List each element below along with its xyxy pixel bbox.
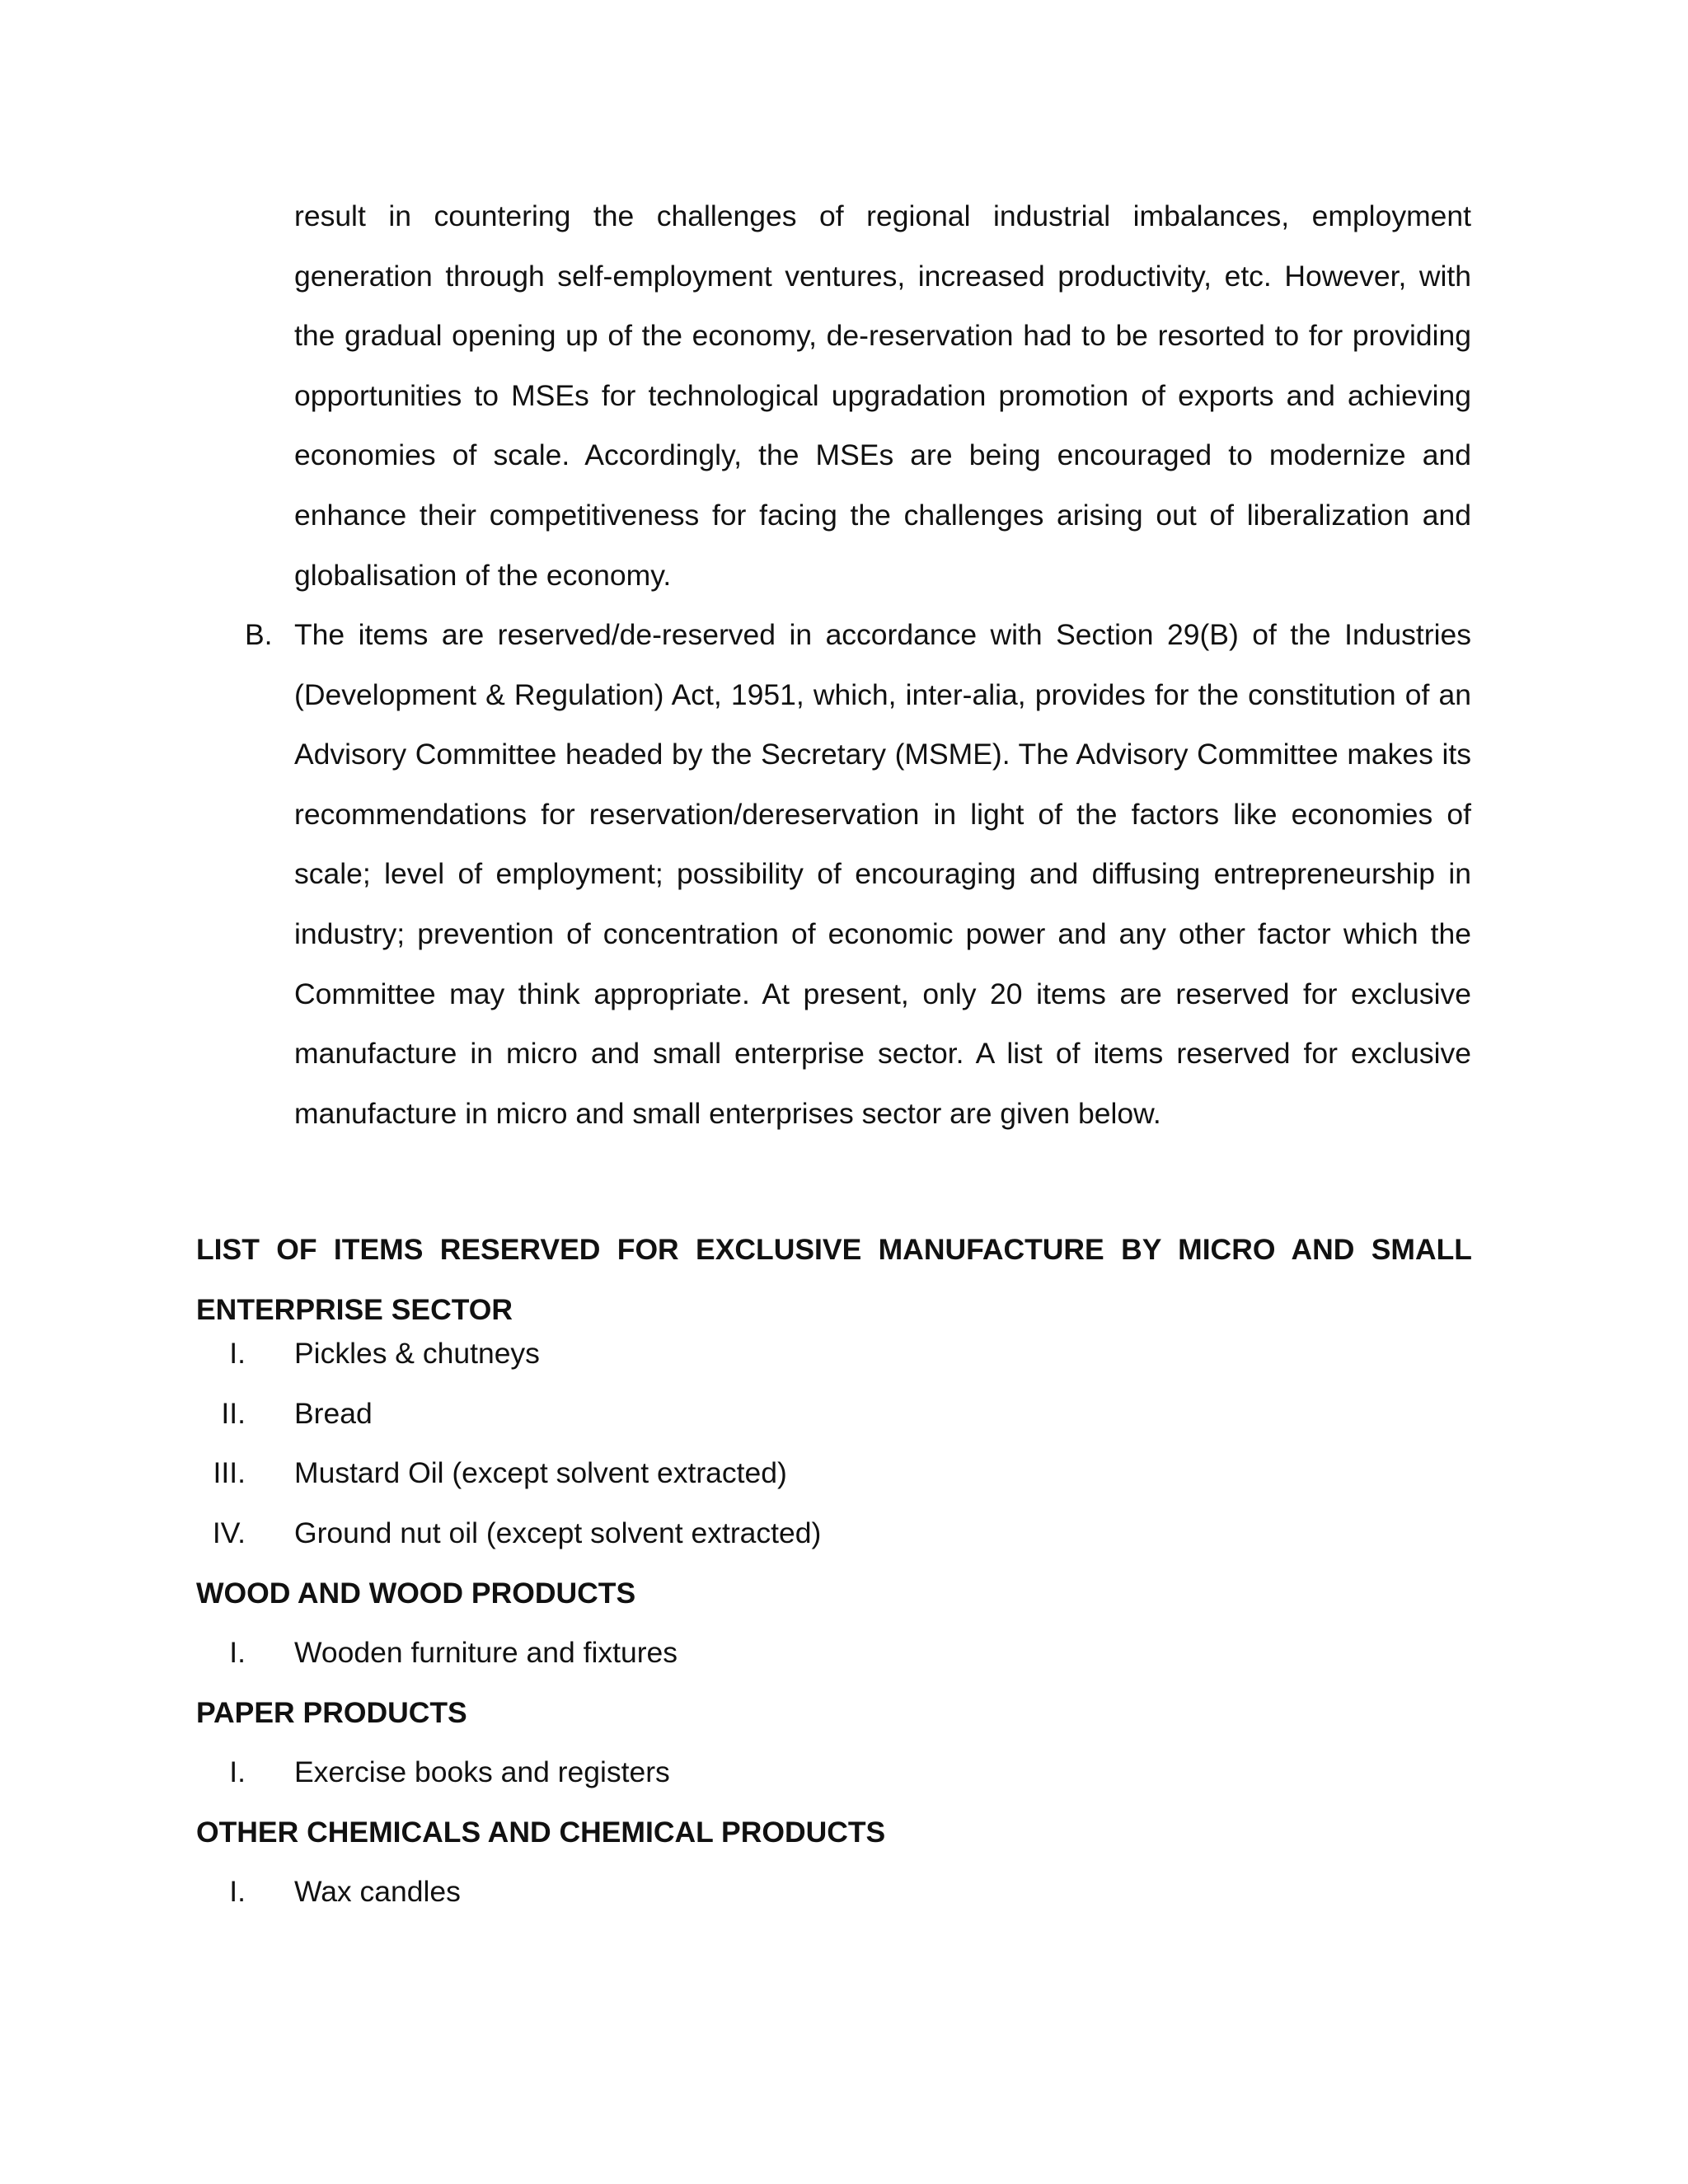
list-item [196, 1742, 1472, 1802]
list-item [196, 1862, 1472, 1922]
list-item-numeral: I. [229, 1636, 246, 1669]
list-item [196, 1324, 1472, 1384]
paragraph-continued: result in countering the challenges of regional industrial imbalances, employment generation through self-employment ventures, increased productivity, etc. However, with the gradual opening up of the economy, de-reservation had to be resorted to for providing opportunities to MSEs for technological upgradation promotion of exports and achieving economies of scale. Accordingly, the MSEs are being encouraged to modernize and enhance their competitiveness for facing the challenges arising out of liberalization and globalisation of the economy. [294, 199, 1471, 592]
list-item-numeral: I. [229, 1337, 246, 1370]
main-list-heading: LIST OF ITEMS RESERVED FOR EXCLUSIVE MANUFACTURE BY MICRO AND SMALL ENTERPRISE SECTOR [196, 1233, 1472, 1326]
list-item-numeral: III. [213, 1456, 246, 1489]
list-item-label: Exercise books and registers [294, 1755, 670, 1788]
list-item [196, 1503, 1472, 1563]
list-item-label: Wooden furniture and fixtures [294, 1636, 678, 1669]
list-item-label: Wax candles [294, 1875, 461, 1908]
list-item-numeral: I. [229, 1755, 246, 1788]
list-item-label: Bread [294, 1397, 373, 1430]
section-heading: WOOD AND WOOD PRODUCTS [196, 1577, 636, 1610]
list-item-label: Ground nut oil (except solvent extracted) [294, 1516, 822, 1549]
paragraph-b-marker: B. [245, 618, 273, 651]
list-item-numeral: I. [229, 1875, 246, 1908]
list-item-numeral: II. [221, 1397, 246, 1430]
list-item-label: Pickles & chutneys [294, 1337, 540, 1370]
list-item [196, 1384, 1472, 1444]
list-item-label: Mustard Oil (except solvent extracted) [294, 1456, 787, 1489]
list-item [196, 1443, 1472, 1503]
section-heading: PAPER PRODUCTS [196, 1696, 467, 1729]
paragraph-b: The items are reserved/de-reserved in accordance with Section 29(B) of the Industries (Development & Regulation) Act, 1951, which, inter-alia, provides for the constitution of an Advisory Committee headed by the Secretary (MSME). The Advisory Committee makes its recommendations for reservation/dereservation in light of the factors like economies of scale; level of employment; possibility of encouraging and diffusing entrepreneurship in industry; prevention of concentration of economic power and any other factor which the Committee may think appropriate. At present, only 20 items are reserved for exclusive manufacture in micro and small enterprise sector. A list of items reserved for exclusive manufacture in micro and small enterprises sector are given below. [294, 618, 1471, 1130]
list-item [196, 1623, 1472, 1683]
list-item-numeral: IV. [212, 1516, 246, 1549]
section-heading: OTHER CHEMICALS AND CHEMICAL PRODUCTS [196, 1816, 886, 1849]
